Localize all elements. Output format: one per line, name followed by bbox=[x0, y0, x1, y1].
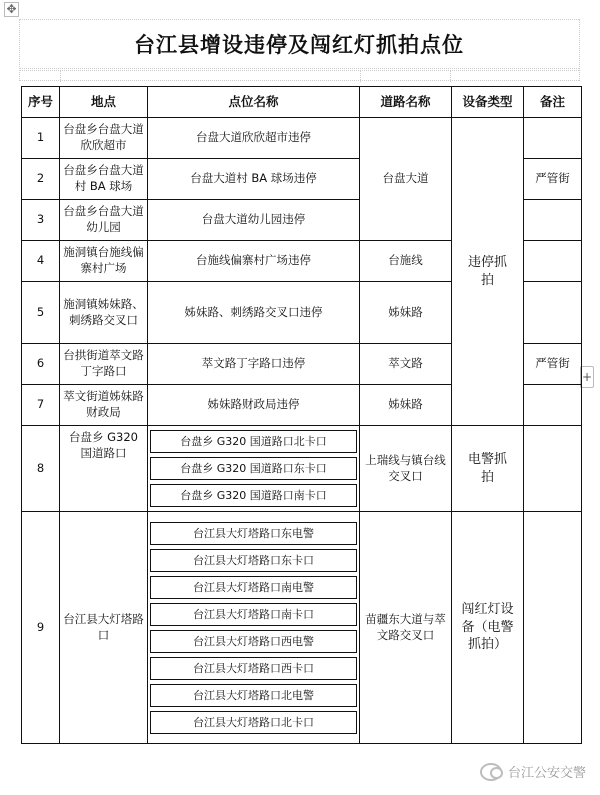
cell-point: 姊妹路财政局违停 bbox=[148, 385, 360, 426]
table-row bbox=[22, 426, 582, 512]
sub-point: 台江县大灯塔路口东电警 bbox=[150, 522, 357, 545]
sub-point: 台盘乡 G320 国道路口东卡口 bbox=[150, 457, 357, 480]
cell-seq: 8 bbox=[22, 426, 60, 512]
page-title: 台江县增设违停及闯红灯抓拍点位 bbox=[19, 20, 579, 69]
cell-point: 台盘大道幼儿园违停 bbox=[148, 200, 360, 241]
cell-road: 上瑞线与镇台线交叉口 bbox=[360, 426, 452, 512]
cell-location: 台盘乡台盘大道幼儿园 bbox=[60, 200, 148, 241]
cell-point-group bbox=[148, 512, 360, 744]
sub-point: 台江县大灯塔路口南电警 bbox=[150, 576, 357, 599]
cell-location: 台江县大灯塔路口 bbox=[60, 512, 148, 744]
cell-point: 萃文路丁字路口违停 bbox=[148, 344, 360, 385]
header-road: 道路名称 bbox=[360, 87, 452, 118]
header-point: 点位名称 bbox=[148, 87, 360, 118]
header-remark: 备注 bbox=[524, 87, 582, 118]
cell-remark: 严管街 bbox=[524, 344, 582, 385]
cell-point: 台盘大道欣欣超市违停 bbox=[148, 118, 360, 159]
cell-location: 施洞镇台施线偏寨村广场 bbox=[60, 241, 148, 282]
cell-location: 台盘乡台盘大道村 BA 球场 bbox=[60, 159, 148, 200]
table-row bbox=[22, 118, 582, 159]
cell-remark bbox=[524, 241, 582, 282]
cell-point-group bbox=[148, 426, 360, 512]
sub-point: 台江县大灯塔路口西卡口 bbox=[150, 657, 357, 680]
plus-icon[interactable]: + bbox=[580, 366, 594, 388]
cell-device bbox=[452, 118, 524, 426]
watermark-text: 台江公安交警 bbox=[507, 766, 586, 781]
header-seq: 序号 bbox=[22, 87, 60, 118]
sub-point: 台盘乡 G320 国道路口北卡口 bbox=[150, 430, 357, 453]
guide-line bbox=[19, 70, 579, 71]
cell-point: 姊妹路、刺绣路交叉口违停 bbox=[148, 282, 360, 344]
cell-road: 萃文路 bbox=[360, 344, 452, 385]
cell-road: 苗疆东大道与萃文路交叉口 bbox=[360, 512, 452, 744]
cell-seq: 4 bbox=[22, 241, 60, 282]
cell-point: 台盘大道村 BA 球场违停 bbox=[148, 159, 360, 200]
cell-location: 台盘乡台盘大道欣欣超市 bbox=[60, 118, 148, 159]
sub-point: 台江县大灯塔路口北电警 bbox=[150, 684, 357, 707]
cell-road: 台施线 bbox=[360, 241, 452, 282]
cell-road: 台盘大道 bbox=[360, 118, 452, 241]
cell-point: 台施线偏寨村广场违停 bbox=[148, 241, 360, 282]
cell-device bbox=[452, 512, 524, 744]
sub-point: 台盘乡 G320 国道路口南卡口 bbox=[150, 484, 357, 507]
cell-device bbox=[452, 426, 524, 512]
cell-location: 台盘乡 G320 国道路口 bbox=[60, 426, 148, 512]
cell-seq: 5 bbox=[22, 282, 60, 344]
guide-line bbox=[579, 19, 580, 81]
cell-remark bbox=[524, 118, 582, 159]
cell-location: 施洞镇姊妹路、刺绣路交叉口 bbox=[60, 282, 148, 344]
table-row bbox=[22, 512, 582, 744]
header-device: 设备类型 bbox=[452, 87, 524, 118]
cell-seq: 7 bbox=[22, 385, 60, 426]
table-header-row bbox=[22, 87, 582, 118]
sub-point: 台江县大灯塔路口东卡口 bbox=[150, 549, 357, 572]
guide-line bbox=[450, 70, 451, 82]
cell-remark bbox=[524, 200, 582, 241]
cell-location: 台拱街道萃文路丁字路口 bbox=[60, 344, 148, 385]
cell-seq: 1 bbox=[22, 118, 60, 159]
cell-seq: 2 bbox=[22, 159, 60, 200]
cell-seq: 6 bbox=[22, 344, 60, 385]
cell-remark bbox=[524, 426, 582, 512]
cell-remark bbox=[524, 512, 582, 744]
move-icon[interactable]: ✥ bbox=[4, 2, 19, 17]
cell-remark bbox=[524, 282, 582, 344]
cell-location: 萃文街道姊妹路财政局 bbox=[60, 385, 148, 426]
guide-line bbox=[360, 70, 361, 82]
cell-road: 姊妹路 bbox=[360, 282, 452, 344]
cell-road: 姊妹路 bbox=[360, 385, 452, 426]
sub-point: 台江县大灯塔路口南卡口 bbox=[150, 603, 357, 626]
cell-remark: 严管街 bbox=[524, 159, 582, 200]
device-label: 电警抓拍 bbox=[467, 451, 507, 485]
header-location: 地点 bbox=[60, 87, 148, 118]
sub-point: 台江县大灯塔路口西电警 bbox=[150, 630, 357, 653]
cell-remark bbox=[524, 385, 582, 426]
guide-line bbox=[60, 70, 61, 82]
wechat-icon bbox=[480, 763, 502, 781]
points-table bbox=[21, 86, 582, 744]
watermark bbox=[480, 762, 586, 781]
cell-seq: 9 bbox=[22, 512, 60, 744]
sub-point: 台江县大灯塔路口北卡口 bbox=[150, 711, 357, 734]
device-label: 违停抓拍 bbox=[467, 254, 507, 288]
guide-line bbox=[19, 80, 579, 81]
device-label: 闯红灯设备（电警抓拍） bbox=[461, 602, 514, 653]
cell-seq: 3 bbox=[22, 200, 60, 241]
